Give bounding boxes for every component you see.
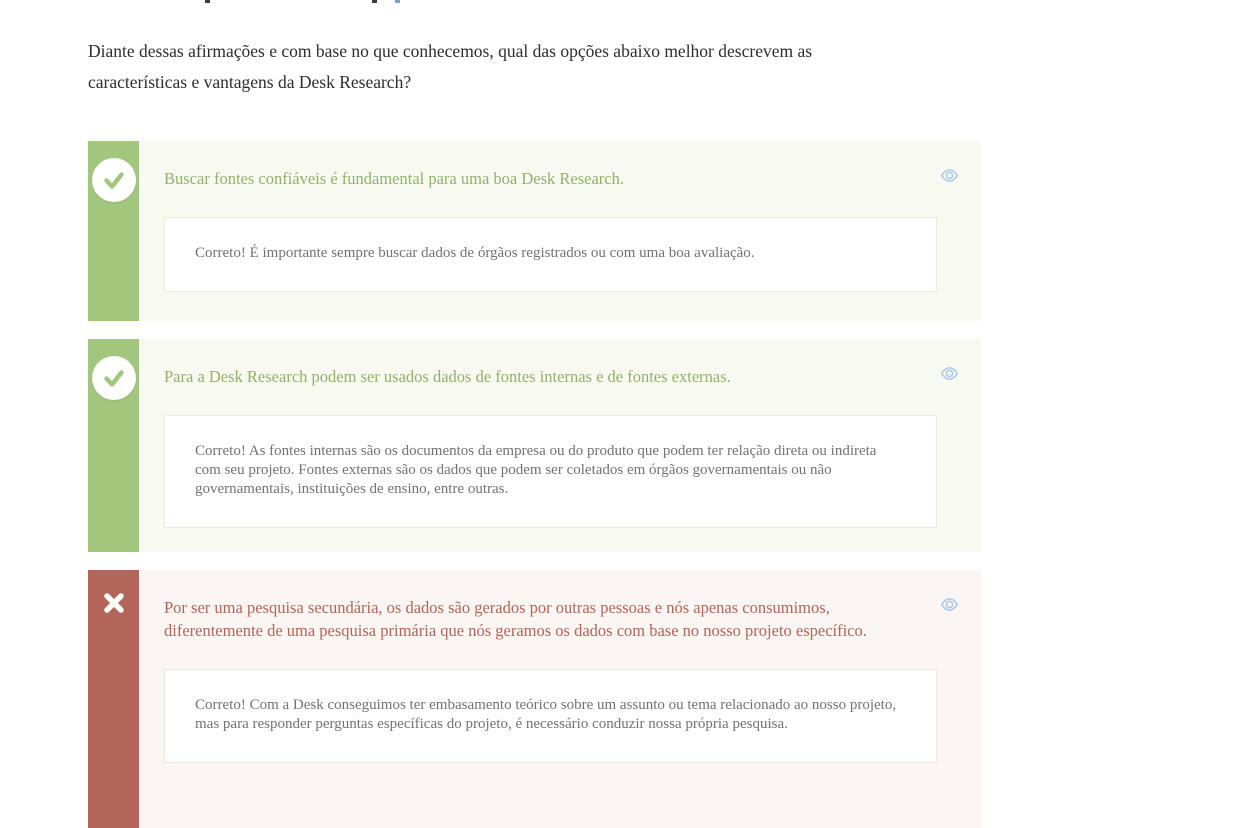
feedback-box: Correto! Com a Desk conseguimos ter embasamento teórico sobre um assunto ou tema relacionado ao nosso projeto, mas para responder perguntas específicas do projeto, é necessário conduzir nossa própria pesquisa. [164, 669, 937, 763]
answer-options-list [88, 141, 981, 828]
status-bar-correct [88, 141, 139, 321]
x-icon [101, 590, 127, 616]
option-title: Buscar fontes confiáveis é fundamental para uma boa Desk Research. [164, 169, 624, 188]
option-content [139, 339, 981, 552]
answer-option-card-incorrect[interactable] [88, 570, 981, 828]
check-icon [102, 168, 126, 192]
eye-icon[interactable] [940, 366, 959, 381]
option-title: Para a Desk Research podem ser usados dados de fontes internas e de fontes externas. [164, 367, 731, 386]
clipped-text-remnant [395, 0, 400, 3]
correct-badge [92, 356, 136, 400]
eye-icon[interactable] [940, 168, 959, 183]
option-title: Por ser uma pesquisa secundária, os dados são gerados por outras pessoas e nós apenas consumimos, diferentemente de uma pesquisa primária que nós geramos os dados com base no nosso projeto específico. [164, 598, 867, 640]
incorrect-badge [101, 590, 127, 616]
clipped-text-remnant [205, 0, 210, 3]
correct-badge [92, 158, 136, 202]
answer-option-card-correct[interactable] [88, 141, 981, 321]
feedback-box: Correto! As fontes internas são os documentos da empresa ou do produto que podem ter relação direta ou indireta com seu projeto. Fontes externas são os dados que podem ser coletados em órgãos governamentais ou não governamentais, instituições de ensino, entre outras. [164, 415, 937, 528]
check-icon [102, 366, 126, 390]
status-bar-correct [88, 339, 139, 552]
answer-option-card-correct[interactable] [88, 339, 981, 552]
option-content [139, 570, 981, 828]
quiz-question-text: Diante dessas afirmações e com base no que conhecemos, qual das opções abaixo melhor descrevem as características e vantagens da Desk Research? [88, 41, 813, 92]
option-content [139, 141, 981, 321]
eye-icon[interactable] [940, 597, 959, 612]
feedback-box: Correto! É importante sempre buscar dados de órgãos registrados ou com uma boa avaliação. [164, 217, 937, 292]
status-bar-incorrect [88, 570, 139, 828]
clipped-text-remnant [372, 0, 377, 3]
